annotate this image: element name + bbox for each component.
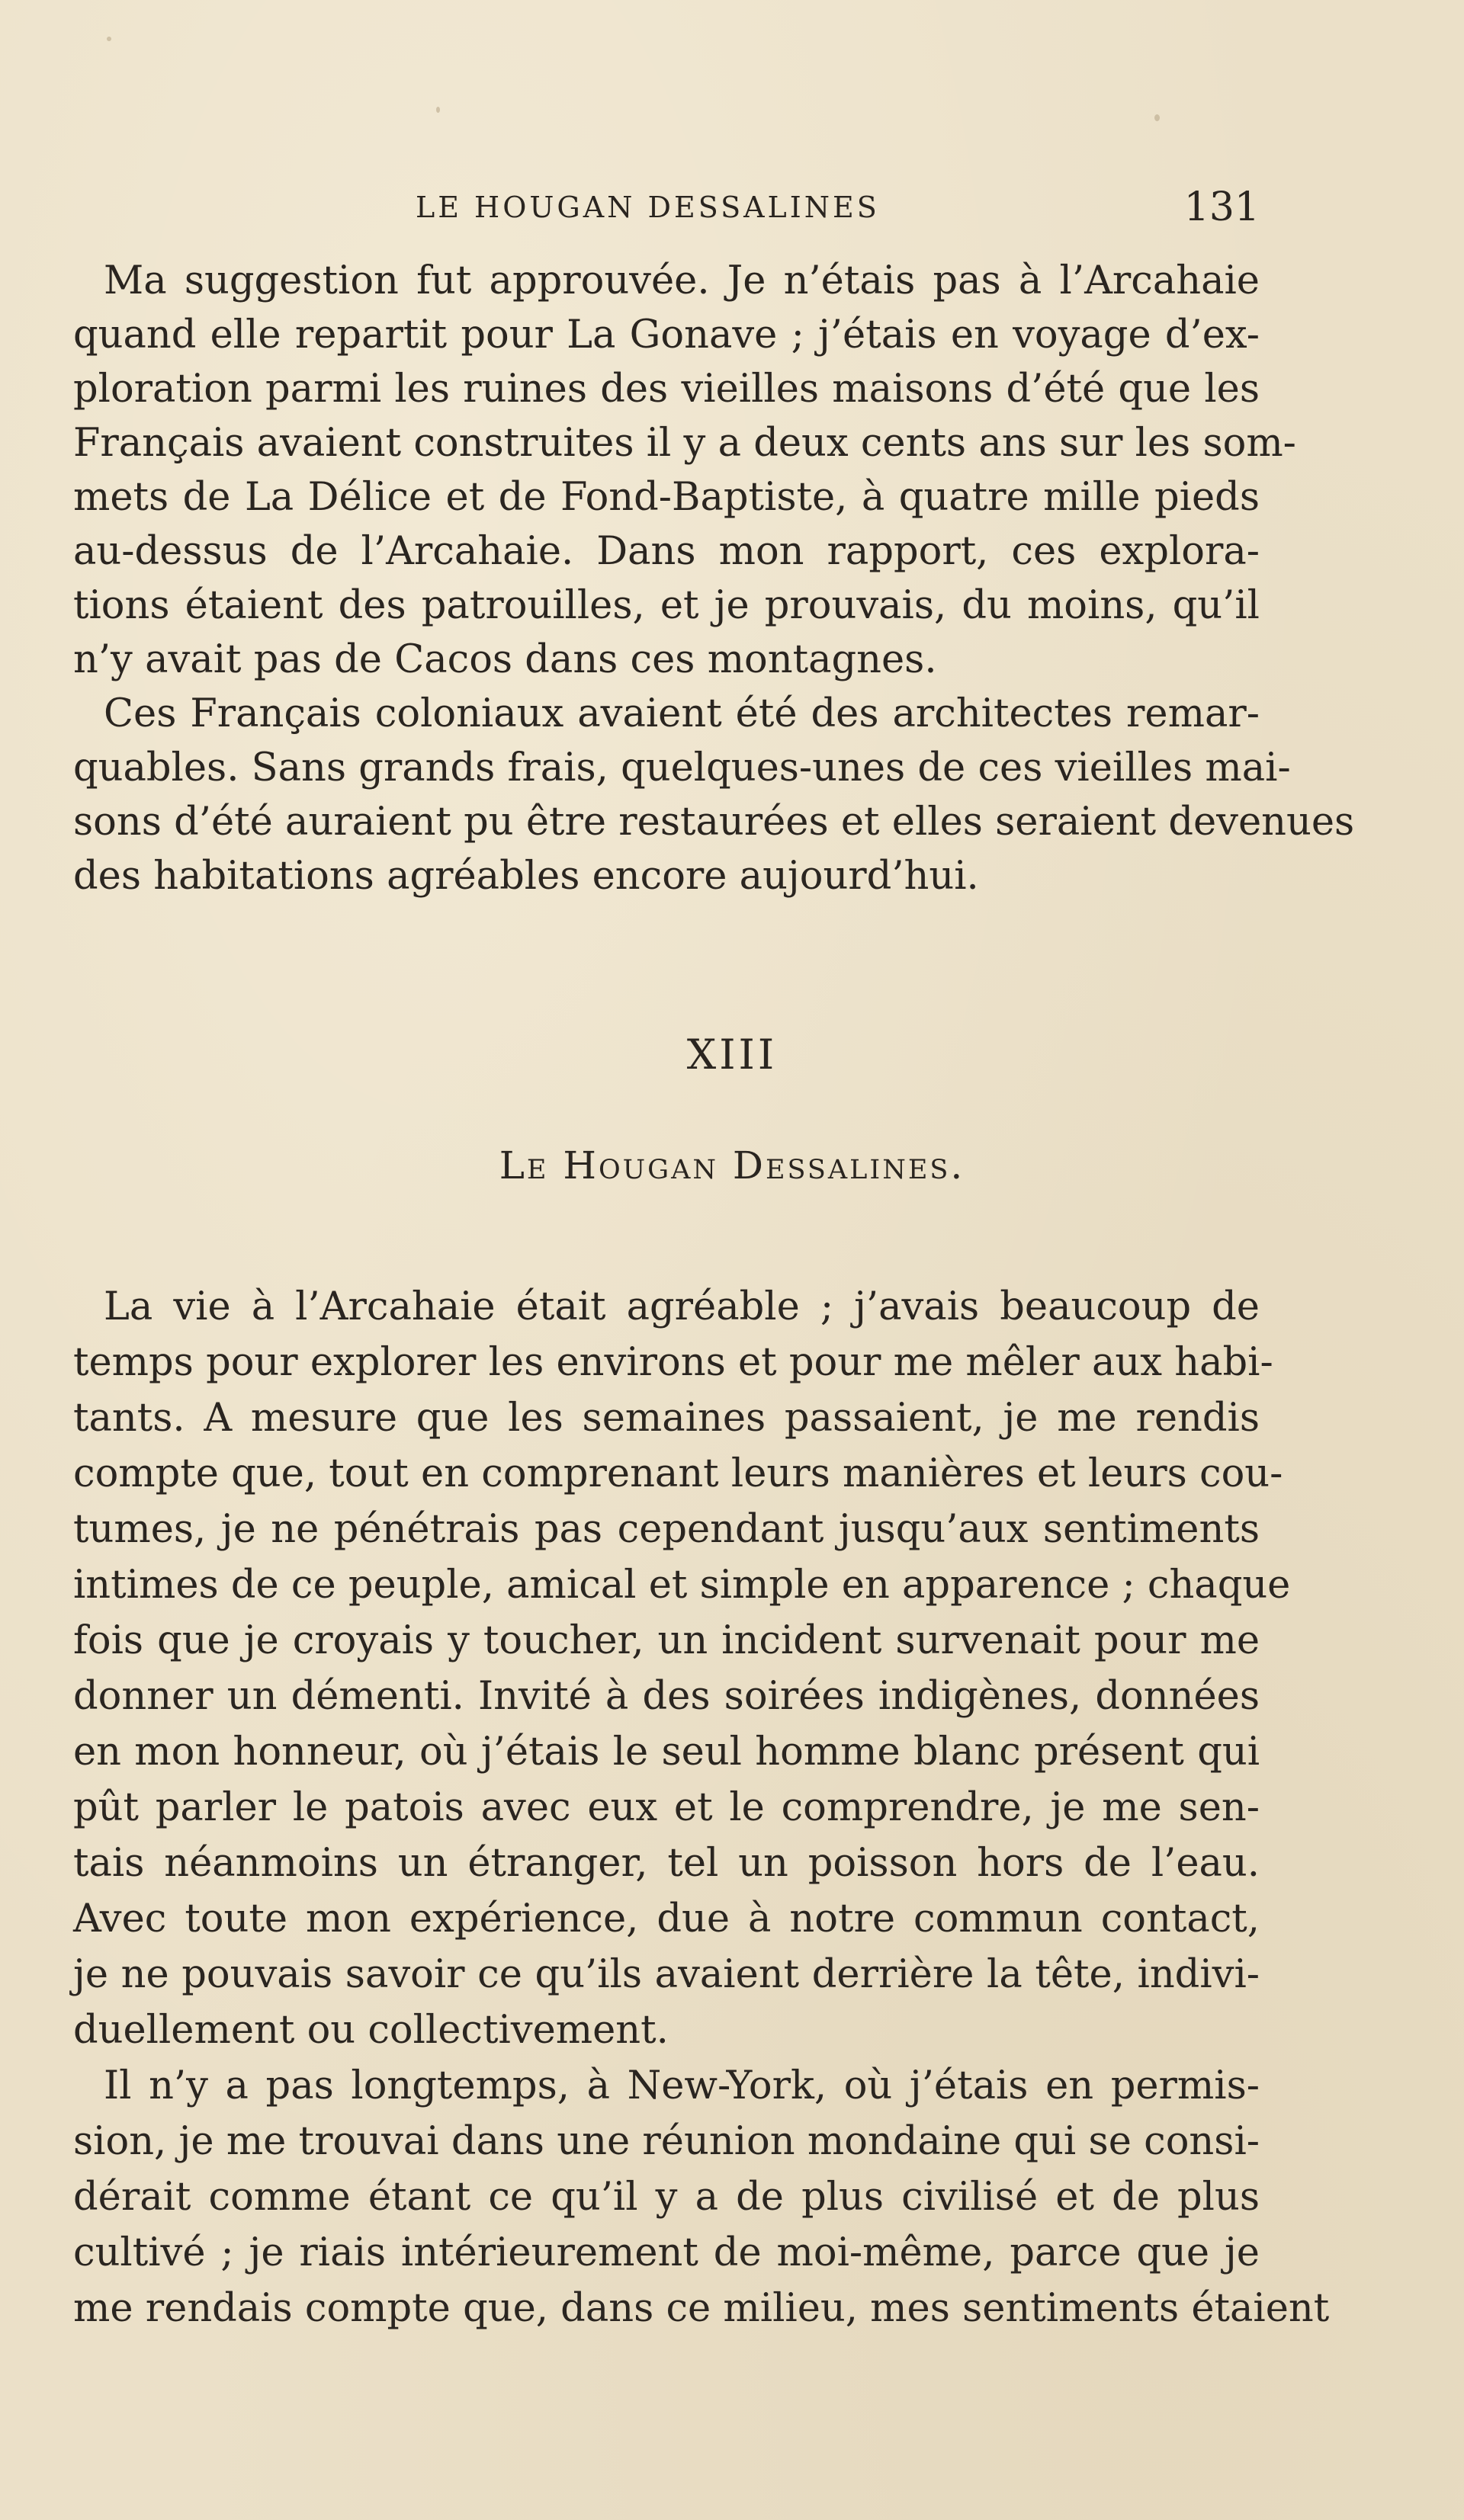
text-line: Il n’y a pas longtemps, à New-York, où j’étais en permis- bbox=[104, 2063, 1260, 2108]
paper-speck bbox=[107, 37, 111, 41]
text-line: Ma suggestion fut approuvée. Je n’étais pas à l’Arcahaie bbox=[104, 258, 1260, 303]
text-line: duellement ou collectivement. bbox=[73, 2008, 669, 2053]
text-line: fois que je croyais y toucher, un incident survenait pour me bbox=[73, 1618, 1260, 1663]
text-line: en mon honneur, où j’étais le seul homme blanc présent qui bbox=[73, 1730, 1260, 1775]
text-line: Avec toute mon expérience, due à notre commun contact, bbox=[73, 1896, 1260, 1941]
running-title: LE HOUGAN DESSALINES bbox=[416, 191, 880, 224]
text-line: compte que, tout en comprenant leurs manières et leurs cou- bbox=[73, 1451, 1283, 1496]
chapter-title: Le Hougan Dessalines. bbox=[499, 1143, 965, 1188]
text-line: ploration parmi les ruines des vieilles maisons d’été que les bbox=[73, 367, 1260, 412]
page-number: 131 bbox=[1183, 184, 1260, 230]
text-line: je ne pouvais savoir ce qu’ils avaient derrière la tête, indivi- bbox=[73, 1952, 1260, 1997]
text-line: intimes de ce peuple, amical et simple en apparence ; chaque bbox=[73, 1563, 1291, 1608]
text-line: tumes, je ne pénétrais pas cependant jusqu’aux sentiments bbox=[73, 1507, 1260, 1552]
paper-speck bbox=[436, 107, 440, 113]
text-line: donner un démenti. Invité à des soirées indigènes, données bbox=[73, 1674, 1260, 1719]
text-line: sons d’été auraient pu être restaurées et elles seraient devenues bbox=[73, 800, 1355, 845]
text-line: temps pour explorer les environs et pour me mêler aux habi- bbox=[73, 1340, 1273, 1385]
text-line: Français avaient construites il y a deux cents ans sur les som- bbox=[73, 421, 1296, 466]
text-line: tions étaient des patrouilles, et je prouvais, du moins, qu’il bbox=[73, 583, 1260, 628]
text-line: me rendais compte que, dans ce milieu, mes sentiments étaient bbox=[73, 2286, 1330, 2331]
text-line: La vie à l’Arcahaie était agréable ; j’avais beaucoup de bbox=[104, 1284, 1260, 1329]
text-line: mets de La Délice et de Fond-Baptiste, à quatre mille pieds bbox=[73, 475, 1260, 520]
text-line: quables. Sans grands frais, quelques-unes de ces vieilles mai- bbox=[73, 745, 1291, 790]
text-line: sion, je me trouvai dans une réunion mondaine qui se consi- bbox=[73, 2119, 1260, 2164]
text-line: cultivé ; je riais intérieurement de moi-même, parce que je bbox=[73, 2230, 1260, 2275]
running-header bbox=[0, 184, 1464, 230]
text-line: tais néanmoins un étranger, tel un poisson hors de l’eau. bbox=[73, 1841, 1260, 1886]
chapter-number: XIII bbox=[686, 1031, 778, 1079]
text-line: dérait comme étant ce qu’il y a de plus civilisé et de plus bbox=[73, 2175, 1260, 2220]
text-line: quand elle repartit pour La Gonave ; j’étais en voyage d’ex- bbox=[73, 313, 1260, 357]
text-line: n’y avait pas de Cacos dans ces montagnes. bbox=[73, 637, 937, 682]
text-line: au-dessus de l’Arcahaie. Dans mon rapport, ces explora- bbox=[73, 529, 1260, 574]
text-line: tants. A mesure que les semaines passaient, je me rendis bbox=[73, 1396, 1260, 1441]
text-line: Ces Français coloniaux avaient été des architectes remar- bbox=[104, 691, 1260, 736]
text-line: pût parler le patois avec eux et le comprendre, je me sen- bbox=[73, 1785, 1260, 1830]
text-line: des habitations agréables encore aujourd’hui. bbox=[73, 854, 979, 899]
paper-speck bbox=[1154, 114, 1160, 121]
